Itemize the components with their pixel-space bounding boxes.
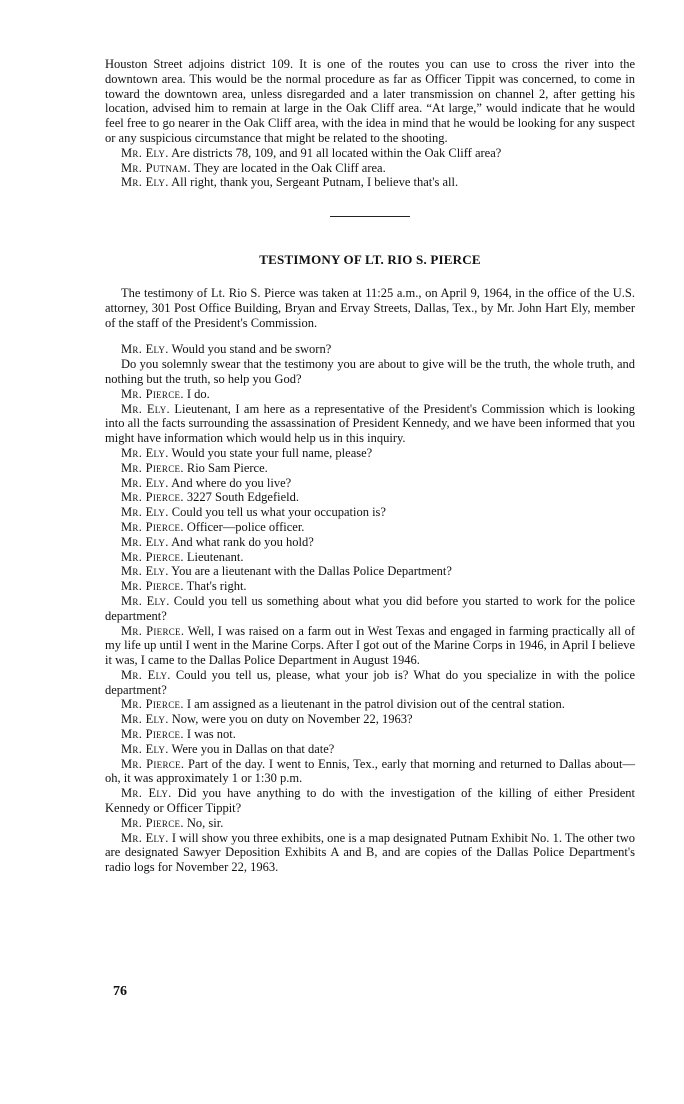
section-title: TESTIMONY OF LT. RIO S. PIERCE — [259, 252, 481, 268]
speaker-label: Mr. Ely. — [121, 712, 169, 727]
speech-text: And what rank do you hold? — [171, 534, 314, 549]
speaker-label: Mr. Pierce. — [121, 490, 184, 505]
testimony-line — [105, 520, 635, 535]
testimony-line — [105, 668, 635, 698]
speaker-label: Mr. Pierce. — [121, 815, 184, 830]
testimony-exchanges — [105, 342, 635, 875]
continuation-paragraph: Houston Street adjoins district 109. It is one of the routes you can use to cross the river into the downtown area. This would be the normal procedure as far as Officer Tippit was concerned, to come in toward the downtown area, unless disregarded and a later transmission on channel 2, after getting his location, advised him to remain at large in the Oak Cliff area. “At large,” would indicate that he would feel free to go nearer in the Oak Cliff area, with the idea in mind that he would be looking for any suspect or any suspicious circumstance that might be related to the shooting. — [105, 57, 635, 145]
testimony-line — [105, 624, 635, 668]
testimony-line — [105, 146, 635, 161]
speaker-label: Mr. Ely. — [121, 475, 169, 490]
document-page — [105, 57, 635, 875]
speech-text: Lieutenant, I am here as a representative of the President's Commission which is looking into all the facts surrounding the assassination of President Kennedy, and we have been informed that you might have information which would help us in this inquiry. — [105, 401, 636, 446]
testimony-line — [105, 490, 635, 505]
speech-text: 3227 South Edgefield. — [186, 490, 300, 505]
speech-text: Rio Sam Pierce. — [186, 460, 268, 475]
testimony-line — [105, 757, 635, 787]
speech-text: They are located in the Oak Cliff area. — [193, 160, 386, 175]
speech-text: I will show you three exhibits, one is a map designated Putnam Exhibit No. 1. The other two are designated Sawyer Deposition Exhibits A and B, and are copies of the Dallas Police Department's radio logs for November 22, 1963. — [105, 830, 636, 875]
speaker-label: Mr. Pierce. — [121, 756, 185, 771]
speech-text: You are a lieutenant with the Dallas Police Department? — [171, 564, 452, 579]
testimony-line — [105, 387, 635, 402]
speech-text: Are districts 78, 109, and 91 all located within the Oak Cliff area? — [171, 145, 502, 160]
testimony-line — [105, 550, 635, 565]
speaker-label: Mr. Ely. — [121, 667, 171, 682]
speech-text: Did you have anything to do with the investigation of the killing of either President Kennedy or Officer Tippit? — [105, 786, 635, 816]
speech-text: Would you state your full name, please? — [171, 445, 373, 460]
testimony-line — [105, 175, 635, 190]
preamble-paragraph: The testimony of Lt. Rio S. Pierce was taken at 11:25 a.m., on April 9, 1964, in the office of the U.S. attorney, 301 Post Office Building, Bryan and Ervay Streets, Dallas, Tex., by Mr. John Hart Ely, member of the staff of the President's Commission. — [105, 285, 635, 330]
speech-text: No, sir. — [186, 815, 224, 830]
speaker-label: Mr. Pierce. — [121, 727, 184, 742]
speaker-label: Mr. Pierce. — [121, 697, 184, 712]
speech-text: Could you tell us what your occupation is? — [171, 505, 386, 520]
speech-text: Would you stand and be sworn? — [171, 342, 332, 357]
testimony-line — [105, 742, 635, 757]
testimony-line — [105, 579, 635, 594]
testimony-line — [105, 816, 635, 831]
speaker-label: Mr. Ely. — [121, 564, 169, 579]
speech-text: Now, were you on duty on November 22, 1963? — [171, 712, 413, 727]
speaker-label: Mr. Ely. — [121, 741, 169, 756]
testimony-line — [105, 402, 635, 446]
speaker-label: Mr. Ely. — [121, 505, 169, 520]
speaker-label: Mr. Ely. — [121, 401, 170, 416]
testimony-line — [105, 446, 635, 461]
speaker-label: Mr. Ely. — [121, 342, 169, 357]
speaker-label: Mr. Ely. — [121, 445, 169, 460]
speaker-label: Mr. Pierce. — [121, 519, 184, 534]
speech-text: Do you solemnly swear that the testimony you are about to give will be the truth, the whole truth, and nothing but the truth, so help you God? — [105, 357, 635, 386]
testimony-line — [105, 461, 635, 476]
speech-text: All right, thank you, Sergeant Putnam, I believe that's all. — [171, 175, 459, 190]
intro-exchanges — [105, 146, 635, 190]
testimony-line — [105, 831, 635, 875]
speech-text: I do. — [186, 386, 210, 401]
testimony-line — [105, 535, 635, 550]
testimony-line — [105, 342, 635, 357]
speaker-label: Mr. Putnam. — [121, 160, 191, 175]
speech-text: Could you tell us something about what you did before you started to work for the police department? — [105, 593, 636, 623]
speech-text: Could you tell us, please, what your job is? What do you specialize in with the police department? — [105, 667, 636, 697]
testimony-line — [105, 727, 635, 742]
speaker-label: Mr. Ely. — [121, 175, 169, 190]
speech-text: That's right. — [186, 579, 247, 594]
testimony-line — [105, 786, 635, 816]
speech-text: And where do you live? — [171, 475, 292, 490]
speech-text: I was not. — [186, 727, 236, 742]
speech-text: Well, I was raised on a farm out in West Texas and engaged in farming practically all of my life up until I went in the Marine Corps. After I got out of the Marine Corps in 1946, in April I believe it was, I came to the Dallas Police Department in August 1946. — [105, 623, 635, 668]
speaker-label: Mr. Pierce. — [121, 549, 184, 564]
testimony-line — [105, 505, 635, 520]
speech-text: I am assigned as a lieutenant in the patrol division out of the central station. — [186, 697, 565, 712]
speech-text: Were you in Dallas on that date? — [171, 741, 335, 756]
speaker-label: Mr. Ely. — [121, 145, 169, 160]
speech-text: Officer—police officer. — [186, 519, 305, 534]
speaker-label: Mr. Pierce. — [121, 460, 184, 475]
testimony-line — [105, 357, 635, 387]
testimony-line — [105, 476, 635, 491]
speech-text: Lieutenant. — [186, 549, 244, 564]
section-divider — [330, 216, 410, 217]
testimony-line — [105, 594, 635, 624]
testimony-line — [105, 712, 635, 727]
speaker-label: Mr. Ely. — [121, 786, 172, 801]
testimony-line — [105, 564, 635, 579]
speaker-label: Mr. Ely. — [121, 593, 170, 608]
testimony-line — [105, 697, 635, 712]
speech-text: Part of the day. I went to Ennis, Tex., early that morning and returned to Dallas about—oh, it was approximately 1 or 1:30 p.m. — [105, 756, 635, 786]
speaker-label: Mr. Pierce. — [121, 623, 185, 638]
speaker-label: Mr. Pierce. — [121, 579, 184, 594]
speaker-label: Mr. Ely. — [121, 830, 169, 845]
testimony-line — [105, 161, 635, 176]
speaker-label: Mr. Ely. — [121, 534, 169, 549]
speaker-label: Mr. Pierce. — [121, 386, 184, 401]
page-number: 76 — [113, 984, 127, 999]
